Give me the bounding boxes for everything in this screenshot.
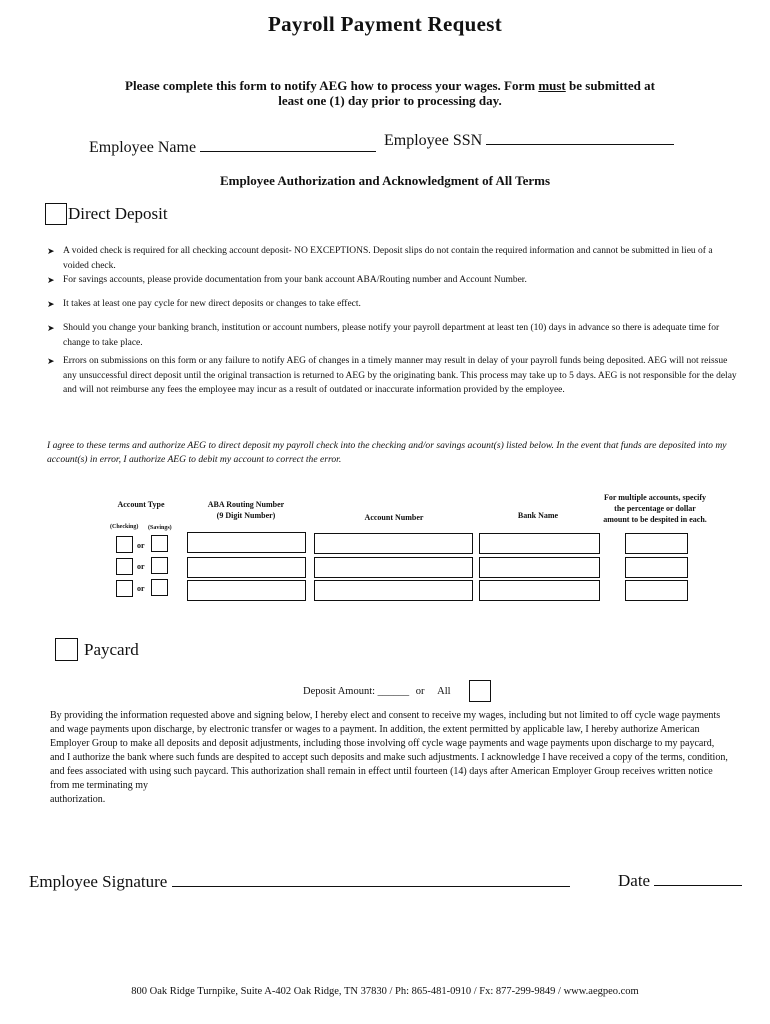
sub-checking: (Checking) (110, 524, 139, 530)
page-title: Payroll Payment Request (268, 12, 502, 36)
footer-address: 800 Oak Ridge Turnpike, Suite A-402 Oak Ridge, TN 37830 / Ph: 865-481-0910 / Fx: 877-299-9849 / www.aegpeo.com (131, 986, 639, 997)
intro-line1-pre: Please complete this form to notify AEG how to process your wages. Form (125, 78, 539, 93)
account-number-input[interactable] (314, 533, 473, 554)
aba-routing-input[interactable] (187, 557, 306, 578)
bank-name-input[interactable] (479, 557, 600, 578)
direct-deposit-title: Direct Deposit (68, 204, 168, 223)
arrow-bullet-icon: ➤ (47, 275, 55, 285)
sub-savings: (Savings) (148, 525, 172, 531)
deposit-all-checkbox[interactable] (469, 680, 491, 702)
direct-deposit-checkbox[interactable] (45, 203, 67, 225)
or-label: or (137, 541, 145, 550)
date-field[interactable] (654, 871, 742, 886)
col-multi-line1: For multiple accounts, specify (603, 493, 707, 502)
aba-routing-input[interactable] (187, 580, 306, 601)
paycard-checkbox[interactable] (55, 638, 78, 661)
bullet-item: ➤ It takes at least one pay cycle for new direct deposits or changes to take effect. (47, 297, 737, 312)
col-multiple-accounts (590, 492, 720, 525)
account-number-input[interactable] (314, 580, 473, 601)
employee-ssn-field[interactable] (486, 130, 674, 145)
intro-line2: least one (1) day prior to processing day. (278, 93, 502, 108)
col-account-type: Account Type (117, 500, 165, 509)
checking-checkbox[interactable] (116, 558, 133, 575)
employee-name-label: Employee Name (89, 139, 197, 156)
employee-name-row (89, 137, 376, 157)
col-account-number: Account Number (364, 513, 424, 522)
intro-text (60, 78, 720, 108)
savings-checkbox[interactable] (151, 579, 168, 596)
col-multi-line3: amount to be despited in each. (603, 515, 707, 524)
bullet-item: ➤ Errors on submissions on this form or any failure to notify AEG of changes in a timely manner may result in delay of your payroll funds being deposited. AEG will not reissue any unsuccessful direct deposit until the original transaction is returned to AEG by the originating bank. This process may take up to 5 days. AEG is not responsible for the delay and will not reimburse any fees the employee may incur as a result of outdated or inaccurate information provided by the employee. (47, 356, 737, 395)
paycard-consent-text: By providing the information requested above and signing below, I hereby elect and consent to receive my wages, including but not limited to off cycle wage payments and wage payments upon discharge, by electronic transfer or wages to a payment. In addition, the extent permitted by applicable law, I hereby authorize American Employer Group to make all deposits and deposit adjustments, including those involving off cycle wage payments and wage payments upon discharge to my paycard, and I authorize the bank where such funds are despited to accept such deposits and make such adjustments. I acknowledge I have received a copy of the terms, condition, and fees associated with using such paycard. This authorization shall remain in effect until fourteen (14) days after American Employer Group receives written notice from me terminating my (50, 710, 728, 791)
or-label: or (137, 562, 145, 571)
bank-name-input[interactable] (479, 533, 600, 554)
col-aba-line1: ABA Routing Number (207, 500, 285, 509)
signature-row (29, 872, 570, 892)
savings-checkbox[interactable] (151, 535, 168, 552)
employee-ssn-row (384, 130, 674, 150)
arrow-bullet-icon: ➤ (47, 323, 55, 333)
deposit-or-label: or (415, 686, 425, 697)
bullet-item: ➤ For savings accounts, please provide documentation from your bank account ABA/Routing number and Account Number. (47, 273, 737, 288)
bullet-item: ➤ Should you change your banking branch, institution or account numbers, please notify your payroll department at least ten (10) days in advance so there is adequate time for change to take place. (47, 323, 720, 348)
col-multi-line2: the percentage or dollar (614, 504, 696, 513)
checking-checkbox[interactable] (116, 580, 133, 597)
col-bank-name: Bank Name (517, 511, 559, 520)
arrow-bullet-icon: ➤ (47, 299, 55, 309)
amount-input[interactable] (625, 580, 688, 601)
paycard-consent-last: authorization. (50, 794, 106, 805)
deposit-amount-field[interactable]: ______ (377, 686, 410, 697)
intro-line1-post: be submitted at (565, 78, 655, 93)
employee-name-field[interactable] (200, 137, 376, 152)
arrow-bullet-icon: ➤ (47, 246, 55, 256)
intro-must: must (538, 78, 566, 93)
checking-checkbox[interactable] (116, 536, 133, 553)
account-number-input[interactable] (314, 557, 473, 578)
signature-label: Employee Signature (29, 872, 168, 891)
amount-input[interactable] (625, 557, 688, 578)
amount-input[interactable] (625, 533, 688, 554)
bank-name-input[interactable] (479, 580, 600, 601)
employee-ssn-label: Employee SSN (384, 132, 483, 149)
col-aba (186, 499, 306, 521)
date-row (618, 871, 742, 891)
bullet-item: ➤ A voided check is required for all checking account deposit- NO EXCEPTIONS. Deposit slips do not contain the required information and cannot be submitted in lieu of a voided check. (47, 246, 713, 271)
col-aba-line2: (9 Digit Number) (216, 511, 276, 520)
ack-heading: Employee Authorization and Acknowledgment of All Terms (219, 173, 551, 188)
deposit-all-label: All (437, 686, 451, 697)
aba-routing-input[interactable] (187, 532, 306, 553)
or-label: or (137, 584, 145, 593)
arrow-bullet-icon: ➤ (47, 356, 55, 366)
savings-checkbox[interactable] (151, 557, 168, 574)
date-label: Date (618, 871, 651, 890)
direct-deposit-agreement: I agree to these terms and authorize AEG to direct deposit my payroll check into the checking and/or savings acount(s) listed below. In the event that funds are deposited into my account(s) in error, I authorize AEG to debit my account to correct the error. (47, 440, 727, 465)
deposit-amount-label: Deposit Amount: (303, 686, 376, 697)
paycard-title: Paycard (84, 640, 139, 659)
paycard-consent (50, 709, 730, 807)
signature-field[interactable] (172, 872, 570, 887)
deposit-amount-row (303, 686, 451, 697)
